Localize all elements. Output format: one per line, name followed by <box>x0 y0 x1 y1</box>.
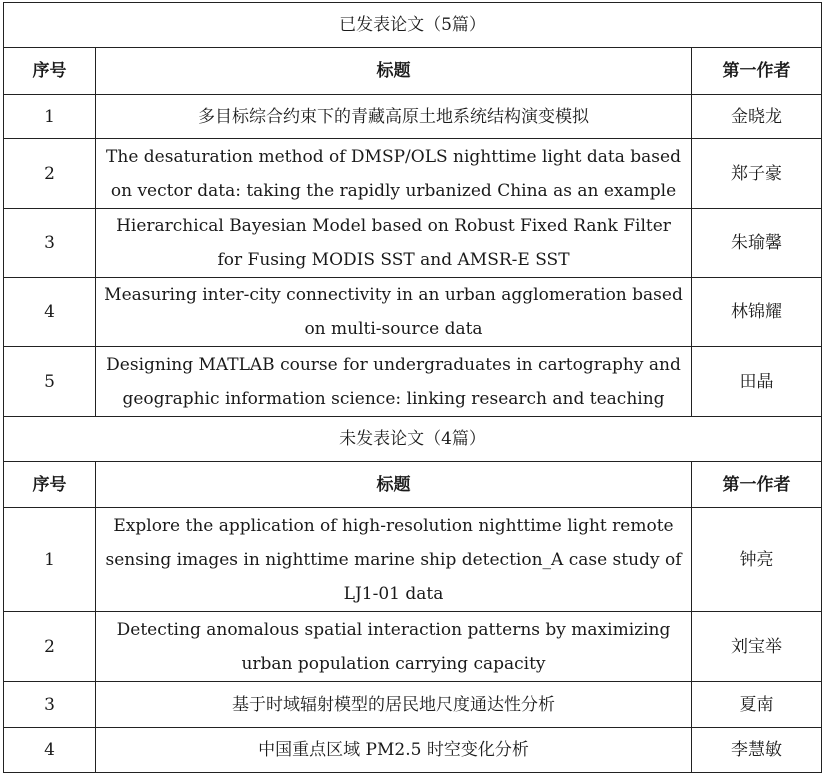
header-no: 序号 <box>4 462 96 508</box>
row-author: 刘宝举 <box>692 612 822 682</box>
row-no: 4 <box>4 728 96 773</box>
unpublished-header-row <box>4 462 822 508</box>
published-section-row <box>4 3 822 48</box>
table-row <box>4 139 822 209</box>
table-row <box>4 347 822 417</box>
row-author: 钟亮 <box>692 508 822 612</box>
row-author: 林锦耀 <box>692 278 822 347</box>
row-no: 2 <box>4 139 96 209</box>
row-title: 基于时域辐射模型的居民地尺度通达性分析 <box>96 682 692 728</box>
row-no: 2 <box>4 612 96 682</box>
row-author: 郑子豪 <box>692 139 822 209</box>
table-row <box>4 278 822 347</box>
row-title: Designing MATLAB course for undergraduates in cartography and geographic information science: linking research and teaching <box>96 347 692 417</box>
table-row <box>4 682 822 728</box>
row-no: 3 <box>4 682 96 728</box>
header-title: 标题 <box>96 462 692 508</box>
row-author: 金晓龙 <box>692 95 822 139</box>
row-author: 夏南 <box>692 682 822 728</box>
papers-table <box>3 2 822 773</box>
header-title: 标题 <box>96 48 692 95</box>
row-author: 田晶 <box>692 347 822 417</box>
row-no: 5 <box>4 347 96 417</box>
table-row <box>4 508 822 612</box>
row-title: Hierarchical Bayesian Model based on Robust Fixed Rank Filter for Fusing MODIS SST and AMSR-E SST <box>96 209 692 278</box>
row-title: Detecting anomalous spatial interaction patterns by maximizing urban population carrying capacity <box>96 612 692 682</box>
header-author: 第一作者 <box>692 462 822 508</box>
unpublished-section-row <box>4 417 822 462</box>
row-title: The desaturation method of DMSP/OLS nighttime light data based on vector data: taking the rapidly urbanized China as an example <box>96 139 692 209</box>
row-no: 3 <box>4 209 96 278</box>
row-title: 中国重点区域 PM2.5 时空变化分析 <box>96 728 692 773</box>
row-author: 朱瑜馨 <box>692 209 822 278</box>
unpublished-section-title: 未发表论文（4篇） <box>4 417 822 462</box>
row-no: 1 <box>4 95 96 139</box>
row-title: 多目标综合约束下的青藏高原土地系统结构演变模拟 <box>96 95 692 139</box>
row-author: 李慧敏 <box>692 728 822 773</box>
header-no: 序号 <box>4 48 96 95</box>
row-title: Explore the application of high-resolution nighttime light remote sensing images in nighttime marine ship detection_A case study of LJ1-01 data <box>96 508 692 612</box>
row-no: 4 <box>4 278 96 347</box>
published-header-row <box>4 48 822 95</box>
table-row <box>4 95 822 139</box>
table-row <box>4 612 822 682</box>
header-author: 第一作者 <box>692 48 822 95</box>
table-row <box>4 209 822 278</box>
row-title: Measuring inter-city connectivity in an urban agglomeration based on multi-source data <box>96 278 692 347</box>
row-no: 1 <box>4 508 96 612</box>
table-row <box>4 728 822 773</box>
published-section-title: 已发表论文（5篇） <box>4 3 822 48</box>
